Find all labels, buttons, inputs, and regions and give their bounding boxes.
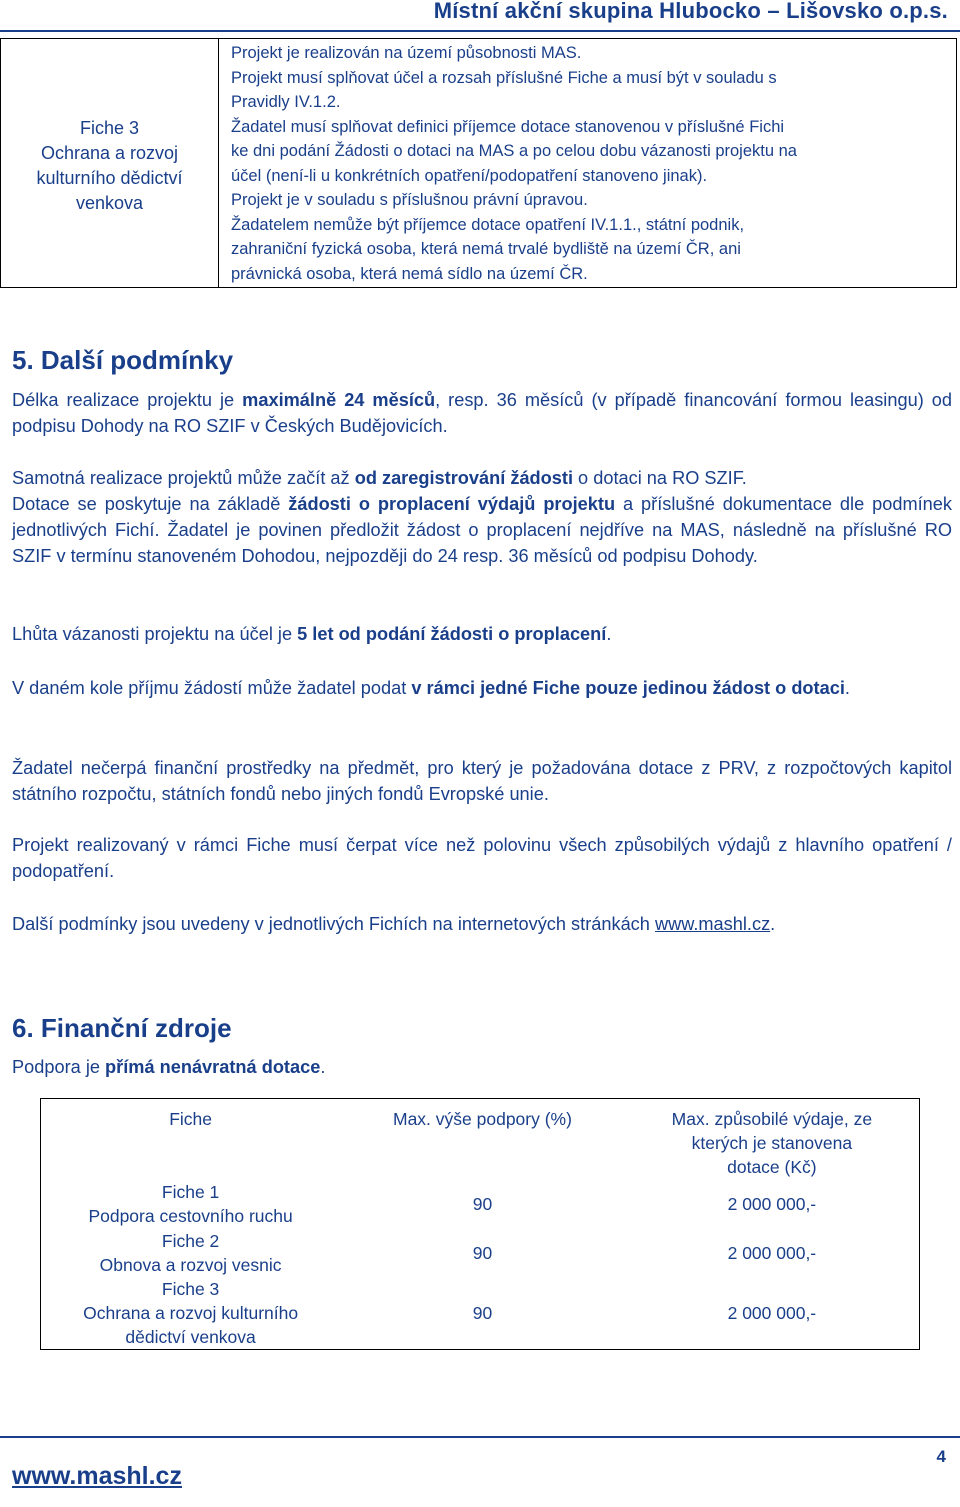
condition-line: zahraniční fyzická osoba, která nemá trvalé bydliště na území ČR, ani (231, 240, 741, 258)
max-eligible-costs: 2 000 000,- (727, 1243, 817, 1263)
table-row (41, 1229, 920, 1277)
fiche-conditions-table (0, 38, 957, 288)
header-title: Místní akční skupina Hlubocko – Lišovsko o.p.s. (433, 0, 948, 23)
condition-line: Projekt je v souladu s příslušnou právní úpravou. (231, 191, 588, 209)
financial-sources-table (40, 1098, 920, 1350)
condition-line: Pravidly IV.1.2. (231, 93, 341, 111)
support-type-paragraph: Podpora je přímá nenávratná dotace. (12, 1057, 326, 1077)
condition-line: právnická osoba, která nemá sídlo na území ČR. (231, 264, 588, 283)
footer-website-link[interactable]: www.mashl.cz (12, 1462, 182, 1490)
column-header: Max. výše podpory (%) (393, 1109, 572, 1129)
condition-line: Projekt musí splňovat účel a rozsah příslušné Fiche a musí být v souladu s (231, 68, 777, 87)
no-double-funding-paragraph: Žadatel nečerpá finanční prostředky na předmět, pro který je požadována dotace z PRV, z rozpočtových kapitol státního rozpočtu, státních fondů nebo jiných fondů Evropské unie. (12, 758, 952, 804)
fiche-name-line: venkova (75, 193, 144, 213)
support-percent: 90 (472, 1243, 493, 1263)
fiche-title: Obnova a rozvoj vesnic (99, 1255, 282, 1275)
section-5-heading: 5. Další podmínky (12, 345, 234, 375)
condition-line: Žadatelem nemůže být příjemce dotace opatření IV.1.1., státní podnik, (231, 215, 745, 234)
payment-request-paragraph: Dotace se poskytuje na základě žádosti o proplacení výdajů projektu a příslušné dokumentace dle podmínek jednotlivých Fichí. Žadatel je povinen předložit žádost o proplacení nejdříve na MAS, následně na příslušné RO SZIF v termínu stanoveném Dohodou, nejpozději do 24 resp. 36 měsíců od podpisu Dohody. (12, 494, 952, 566)
max-eligible-costs: 2 000 000,- (727, 1303, 817, 1323)
fiche-number: Fiche 2 (161, 1231, 220, 1251)
table-row (41, 1277, 920, 1350)
fiche-number: Fiche 3 (161, 1279, 220, 1299)
page-number: 4 (936, 1447, 946, 1466)
column-header: Fiche (169, 1109, 212, 1129)
header-rule (0, 30, 960, 32)
website-link[interactable]: www.mashl.cz (654, 914, 771, 934)
single-application-paragraph: V daném kole příjmu žádostí může žadatel podat v rámci jedné Fiche pouze jedinou žádost o dotaci. (12, 678, 850, 698)
eligible-costs-paragraph: Projekt realizovaný v rámci Fiche musí čerpat více než polovinu všech způsobilých výdajů z hlavního opatření / podopatření. (12, 835, 952, 881)
condition-line: Žadatel musí splňovat definici příjemce dotace stanovenou v příslušné Fichi (231, 117, 785, 136)
fiche-title: Podpora cestovního ruchu (88, 1206, 293, 1226)
fiche-number: Fiche 1 (161, 1182, 220, 1202)
support-percent: 90 (472, 1194, 493, 1214)
fiche-name-line: kulturního dědictví (36, 168, 183, 188)
support-percent: 90 (472, 1303, 493, 1323)
condition-line: ke dni podání Žádosti o dotaci na MAS a po celou dobu vázanosti projektu na (231, 142, 797, 160)
fiche-name-cell (1, 39, 219, 287)
further-conditions-paragraph: Další podmínky jsou uvedeny v jednotlivých Fichích na internetových stránkách www.mashl.cz. (12, 914, 776, 934)
condition-line: účel (není-li u konkrétních opatření/podopatření stanoveno jinak). (231, 166, 708, 185)
table-header-row (41, 1099, 920, 1180)
binding-period-paragraph: Lhůta vázanosti projektu na účel je 5 let od podání žádosti o proplacení. (12, 624, 612, 644)
fiche-title: Ochrana a rozvoj kulturního dědictví venkova (83, 1303, 299, 1347)
condition-line: Projekt je realizován na území působnosti MAS. (231, 44, 582, 62)
duration-paragraph: Délka realizace projektu je maximálně 24 měsíců, resp. 36 měsíců (v případě financování formou leasingu) od podpisu Dohody na RO SZIF v Českých Budějovicích. (12, 390, 952, 436)
table-row (41, 1179, 920, 1229)
section-6-heading: 6. Finanční zdroje (12, 1013, 232, 1043)
footer-rule (0, 1436, 960, 1438)
realization-start-paragraph: Samotná realizace projektů může začít až od zaregistrování žádosti o dotaci na RO SZIF. (12, 468, 747, 488)
fiche-conditions-cell (219, 39, 956, 287)
column-header: Max. způsobilé výdaje, ze kterých je stanovena dotace (Kč) (671, 1109, 873, 1177)
fiche-name-line: Ochrana a rozvoj (40, 143, 179, 163)
max-eligible-costs: 2 000 000,- (727, 1194, 817, 1214)
fiche-name-line: Fiche 3 (79, 118, 140, 138)
